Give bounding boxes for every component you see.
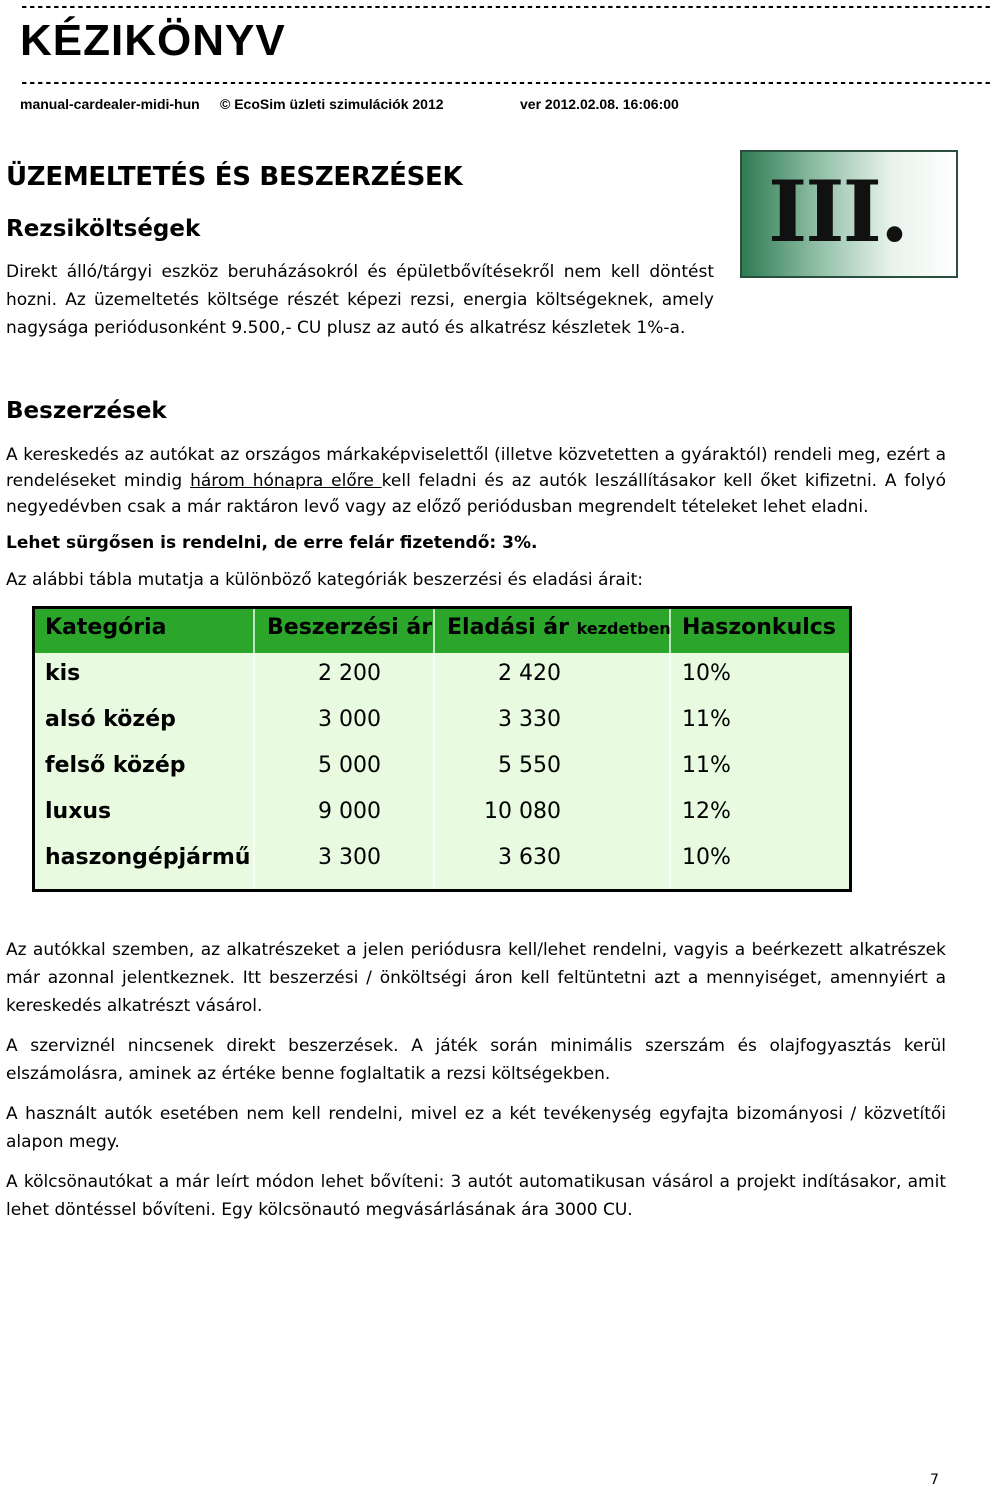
used-cars-paragraph: A használt autók esetében nem kell rendelni, mivel ez a két tevékenység egyfajta bizományosi / közvetítői alapon megy. bbox=[6, 1104, 946, 1152]
cell-purchase: 3 000 bbox=[318, 707, 381, 732]
cell-margin: 12% bbox=[682, 799, 731, 824]
purchases-heading: Beszerzések bbox=[6, 398, 167, 424]
version: ver 2012.02.08. 16:06:00 bbox=[520, 96, 679, 112]
parts-paragraph: Az autókkal szemben, az alkatrészeket a jelen periódusra kell/lehet rendelni, vagyis a beérkezett alkatrészek már azonnal jelentkeznek. Itt beszerzési / önköltségi áron kell feltüntetni azt a mennyiséget, amennyiért a kereskedés alkatrészt vásárol. bbox=[6, 940, 946, 1016]
cell-sale: 2 420 bbox=[498, 661, 561, 686]
purchases-paragraph bbox=[6, 442, 946, 520]
header-sale bbox=[447, 615, 671, 640]
loan-cars-paragraph: A kölcsönautókat a már leírt módon lehet bővíteni: 3 autót automatikusan vásárol a projekt indításakor, amit lehet döntéssel bővíteni. Egy kölcsönautó megvásárlásának ára 3000 CU. bbox=[6, 1172, 946, 1220]
column-divider bbox=[433, 609, 435, 889]
header-category: Kategória bbox=[45, 615, 167, 640]
cell-margin: 10% bbox=[682, 661, 731, 686]
service-paragraph: A szerviznél nincsenek direkt beszerzések. A játék során minimális szerszám és olajfogyasztás kerül elszámolásra, aminek az értéke benne foglaltatik a rezsi költségekben. bbox=[6, 1036, 946, 1084]
cell-category: haszongépjármű bbox=[45, 845, 251, 870]
chapter-badge bbox=[740, 150, 958, 278]
header-sale-suffix: kezdetben bbox=[576, 619, 671, 638]
purchases-text-1: A kereskedés az autókat az országos márkaképviselettől (illetve közvetetten a gyáraktól) rendeli meg, ezért a rendeléseket mindig bbox=[6, 445, 946, 491]
header-rule-bottom: ------------------------------------------------------------------------------------------------------------------------- bbox=[20, 75, 991, 91]
doc-id: manual-cardealer-midi-hun bbox=[20, 96, 200, 112]
table-intro: Az alábbi tábla mutatja a különböző kategóriák beszerzési és eladási árait: bbox=[6, 570, 643, 590]
section-title: ÜZEMELTETÉS ÉS BESZERZÉSEK bbox=[6, 162, 463, 192]
purchases-text-underlined: három hónapra előre bbox=[190, 471, 382, 491]
header-margin: Haszonkulcs bbox=[682, 615, 836, 640]
copyright: © EcoSim üzleti szimulációk 2012 bbox=[220, 96, 444, 112]
purchases-text-2: kell feladni és az autók leszállításakor kell őket kifizetni. A folyó negyedévben csak a már raktáron levő vagy az előző periódusban megrendelt tételeket lehet eladni. bbox=[6, 471, 947, 517]
page-number: 7 bbox=[930, 1472, 939, 1488]
cell-sale: 3 630 bbox=[498, 845, 561, 870]
cell-purchase: 2 200 bbox=[318, 661, 381, 686]
cell-sale: 3 330 bbox=[498, 707, 561, 732]
price-table bbox=[32, 606, 852, 892]
header-sale-label: Eladási ár bbox=[447, 615, 569, 640]
cell-margin: 11% bbox=[682, 707, 731, 732]
column-divider bbox=[253, 609, 255, 889]
cell-category: luxus bbox=[45, 799, 112, 824]
column-divider bbox=[669, 609, 671, 889]
cell-category: kis bbox=[45, 661, 81, 686]
cell-category: alsó közép bbox=[45, 707, 176, 732]
header-purchase: Beszerzési ár bbox=[267, 615, 433, 640]
document-title: KÉZIKÖNYV bbox=[20, 16, 286, 65]
cell-sale: 10 080 bbox=[484, 799, 561, 824]
overhead-heading: Rezsiköltségek bbox=[6, 216, 201, 242]
header-rule-top: ------------------------------------------------------------------------------------------------------------------------- bbox=[20, 0, 991, 15]
overhead-text: Direkt álló/tárgyi eszköz beruházásokról és épületbővítésekről nem kell döntést hozni. Az üzemeltetés költsége részét képezi rezsi, energia költségeknek, amely nagysága periódusonként 9.500,- CU plusz az autó és alkatrész készletek 1%-a. bbox=[6, 262, 714, 338]
urgent-order-note: Lehet sürgősen is rendelni, de erre felár fizetendő: 3%. bbox=[6, 533, 538, 553]
chapter-number: III. bbox=[768, 162, 908, 261]
cell-margin: 11% bbox=[682, 753, 731, 778]
cell-purchase: 9 000 bbox=[318, 799, 381, 824]
cell-sale: 5 550 bbox=[498, 753, 561, 778]
cell-margin: 10% bbox=[682, 845, 731, 870]
cell-purchase: 5 000 bbox=[318, 753, 381, 778]
cell-category: felső közép bbox=[45, 753, 186, 778]
cell-purchase: 3 300 bbox=[318, 845, 381, 870]
